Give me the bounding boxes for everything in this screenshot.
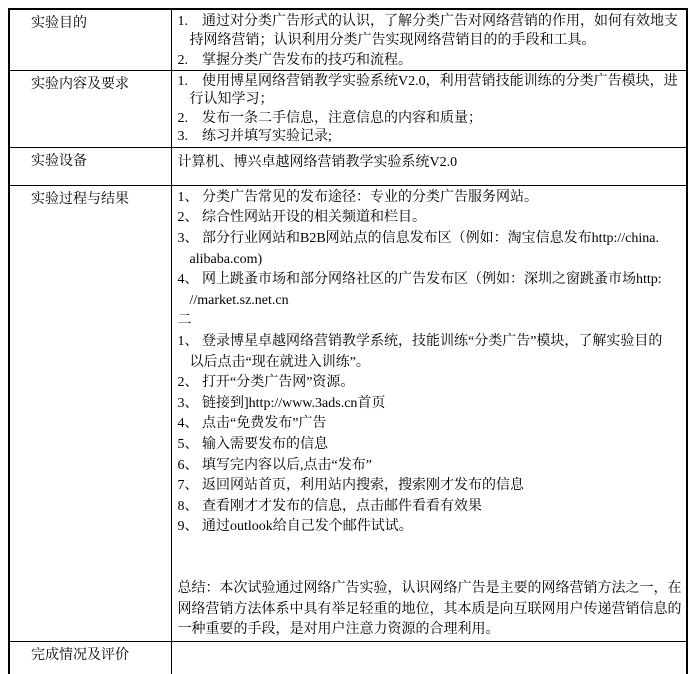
text-line: 一种重要的手段，是对用户注意力资源的合理利用。 [177,622,500,638]
text-line: 3、 部分行业网站和B2B网站点的信息发布区（例如：淘宝信息发布http://china. [177,231,659,247]
text-line: 6、 填写完内容以后,点击“发布” [177,457,372,473]
text-line: 行认知学习； [189,92,274,108]
text-line: //market.sz.net.cn [189,292,289,308]
text-line: 2. 掌握分类广告发布的技巧和流程。 [177,52,412,68]
row-content-requirements [171,70,687,147]
row-label-process-results: 实验过程与结果 [9,185,171,641]
text-line: 1. 通过对分类广告形式的认识，了解分类广告对网络营销的作用，如何有效地支 [177,14,678,29]
text-line: 二 [177,313,192,329]
row-label-purpose: 实验目的 [9,9,171,70]
row-label-equipment: 实验设备 [9,147,171,185]
row-content-purpose [171,9,687,70]
row-label-requirements: 实验内容及要求 [9,70,171,147]
text-line: 2. 发布一条二手信息，注意信息的内容和质量； [177,110,482,126]
table-row-process-results [9,185,687,641]
text-line: 总结：本次试验通过网络广告实验，认识网络广告是主要的网络营销方法之一，在 [177,580,682,596]
text-line: 以后点击“现在就进入训练”。 [189,354,370,370]
text-line: 4、 点击“免费发布”广告 [177,416,327,432]
table-row-purpose [9,9,687,70]
text-line: 3. 练习并填写实验记录; [177,129,332,145]
text-line: 2、 综合性网站开设的相关频道和栏目。 [177,210,426,226]
text-line: 持网络营销；认识利用分类广告实现网络营销目的的手段和工具。 [189,33,596,49]
text-line: 1、 分类广告常见的发布途径：专业的分类广告服务网站。 [177,189,538,205]
text-line: 7、 返回网站首页，利用站内搜索，搜索刚才发布的信息 [177,478,524,494]
text-line: 3、 链接到]http://www.3ads.cn首页 [177,395,386,411]
text-line: 2、 打开“分类广告网”资源。 [177,375,355,391]
row-content-process-results [171,185,687,641]
text-line: alibaba.com) [189,251,263,267]
text-line: 4、 网上跳蚤市场和部分网络社区的广告发布区（例如：深圳之窗跳蚤市场http: [177,272,662,288]
row-content-equipment [171,147,687,185]
table-row-evaluation [9,641,687,674]
row-content-evaluation [171,641,687,674]
text-line: 9、 通过outlook给自己发个邮件试试。 [177,519,413,535]
text-line: 计算机、博兴卓越网络营销教学实验系统V2.0 [177,154,458,170]
text-line: 1、 登录博星卓越网络营销教学系统，技能训练“分类广告”模块，了解实验目的 [177,334,663,350]
text-line: 8、 查看刚才才发布的信息，点击邮件看看有效果 [177,498,482,514]
text-line: 5、 输入需要发布的信息 [177,437,328,453]
text-line: 1. 使用博星网络营销教学实验系统V2.0，利用营销技能训练的分类广告模块，进 [177,73,678,89]
row-label-evaluation: 完成情况及评价 [9,641,171,674]
table-row-equipment [9,147,687,185]
text-line: 网络营销方法体系中具有举足轻重的地位，其本质是向互联网用户传递营销信息的 [177,601,682,617]
table-row-requirements [9,70,687,147]
experiment-report-table [8,8,688,674]
